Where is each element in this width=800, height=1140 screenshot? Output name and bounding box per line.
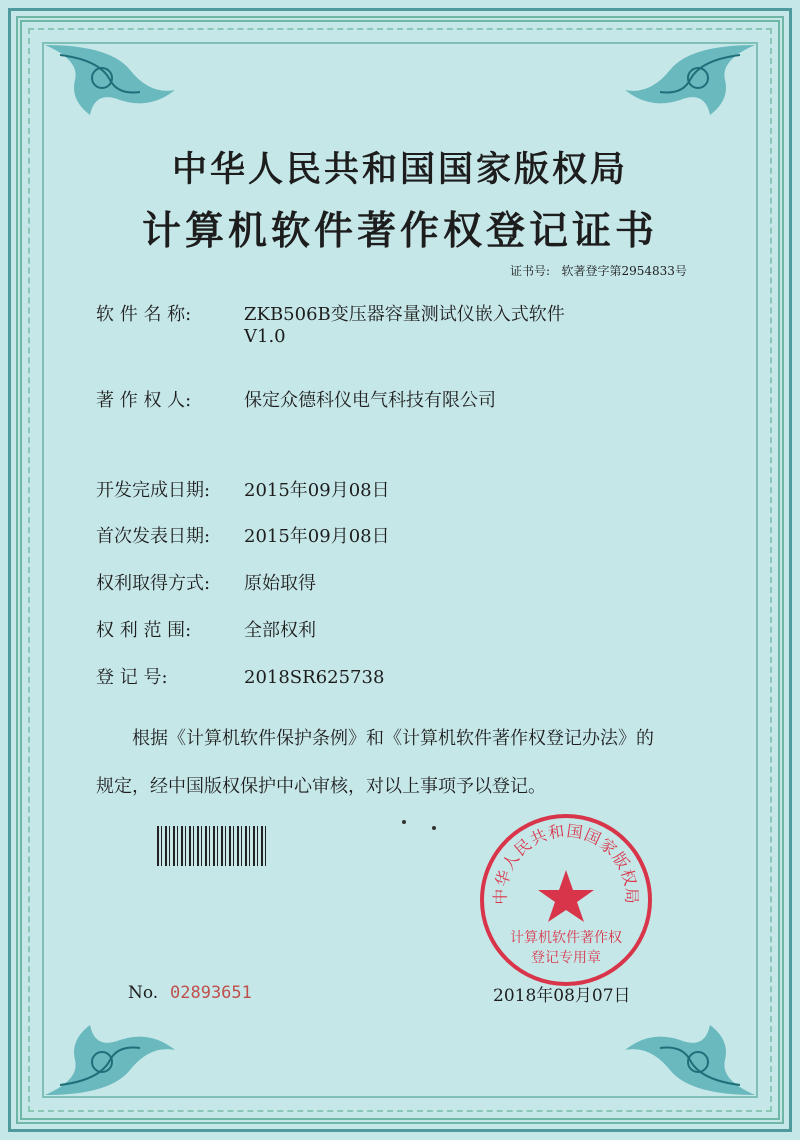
field-registration-number [96,663,384,689]
dot-mark [432,826,436,830]
field-value: 原始取得 [244,573,316,594]
field-copyright-owner [96,386,496,412]
field-software-name [96,300,565,326]
serial-label: No. [128,983,159,1003]
field-label: 权 利 范 围: [96,620,192,641]
certificate-number-label: 证书号: [510,264,551,278]
field-label: 首次发表日期: [96,526,211,547]
corner-ornament-icon [40,1010,180,1100]
serial-number: 02893651 [170,983,252,1003]
seal-arc-text: 中华人民共和国国家版权局 [490,821,642,905]
official-seal-icon [478,812,654,988]
field-label: 软 件 名 称: [96,304,192,325]
field-rights-scope [96,616,316,642]
dot-mark [402,820,406,824]
barcode [157,826,267,866]
field-completion-date [96,476,390,502]
seal-line-1: 计算机软件著作权 [510,930,622,946]
field-publication-date [96,522,390,548]
field-value: ZKB506B变压器容量测试仪嵌入式软件 [244,304,565,325]
field-label: 著 作 权 人: [96,390,192,411]
corner-ornament-icon [620,1010,760,1100]
issue-date: 2018年08月07日 [493,986,631,1006]
field-value: 保定众德科仪电气科技有限公司 [244,390,496,411]
issuing-authority: 中华人民共和国国家版权局 [171,149,628,190]
field-value: 2015年09月08日 [244,480,390,501]
field-software-version: V1.0 [244,326,286,347]
certificate-number [510,262,687,279]
certificate-title: 计算机软件著作权登记证书 [141,208,658,254]
statement-line-2: 规定，经中国版权保护中心审核，对以上事项予以登记。 [96,776,546,797]
field-acquisition-method [96,569,316,595]
field-label: 开发完成日期: [96,480,211,501]
field-label: 权利取得方式: [96,573,211,594]
corner-ornament-icon [620,40,760,130]
field-value: 2015年09月08日 [244,526,390,547]
field-value: 2018SR625738 [244,667,385,688]
field-value: 全部权利 [244,620,316,641]
certificate-number-value: 软著登字第2954833号 [561,264,687,278]
statement-line-1: 根据《计算机软件保护条例》和《计算机软件著作权登记办法》的 [132,728,654,749]
field-label: 登 记 号: [96,667,168,688]
corner-ornament-icon [40,40,180,130]
seal-line-2: 登记专用章 [531,950,601,966]
